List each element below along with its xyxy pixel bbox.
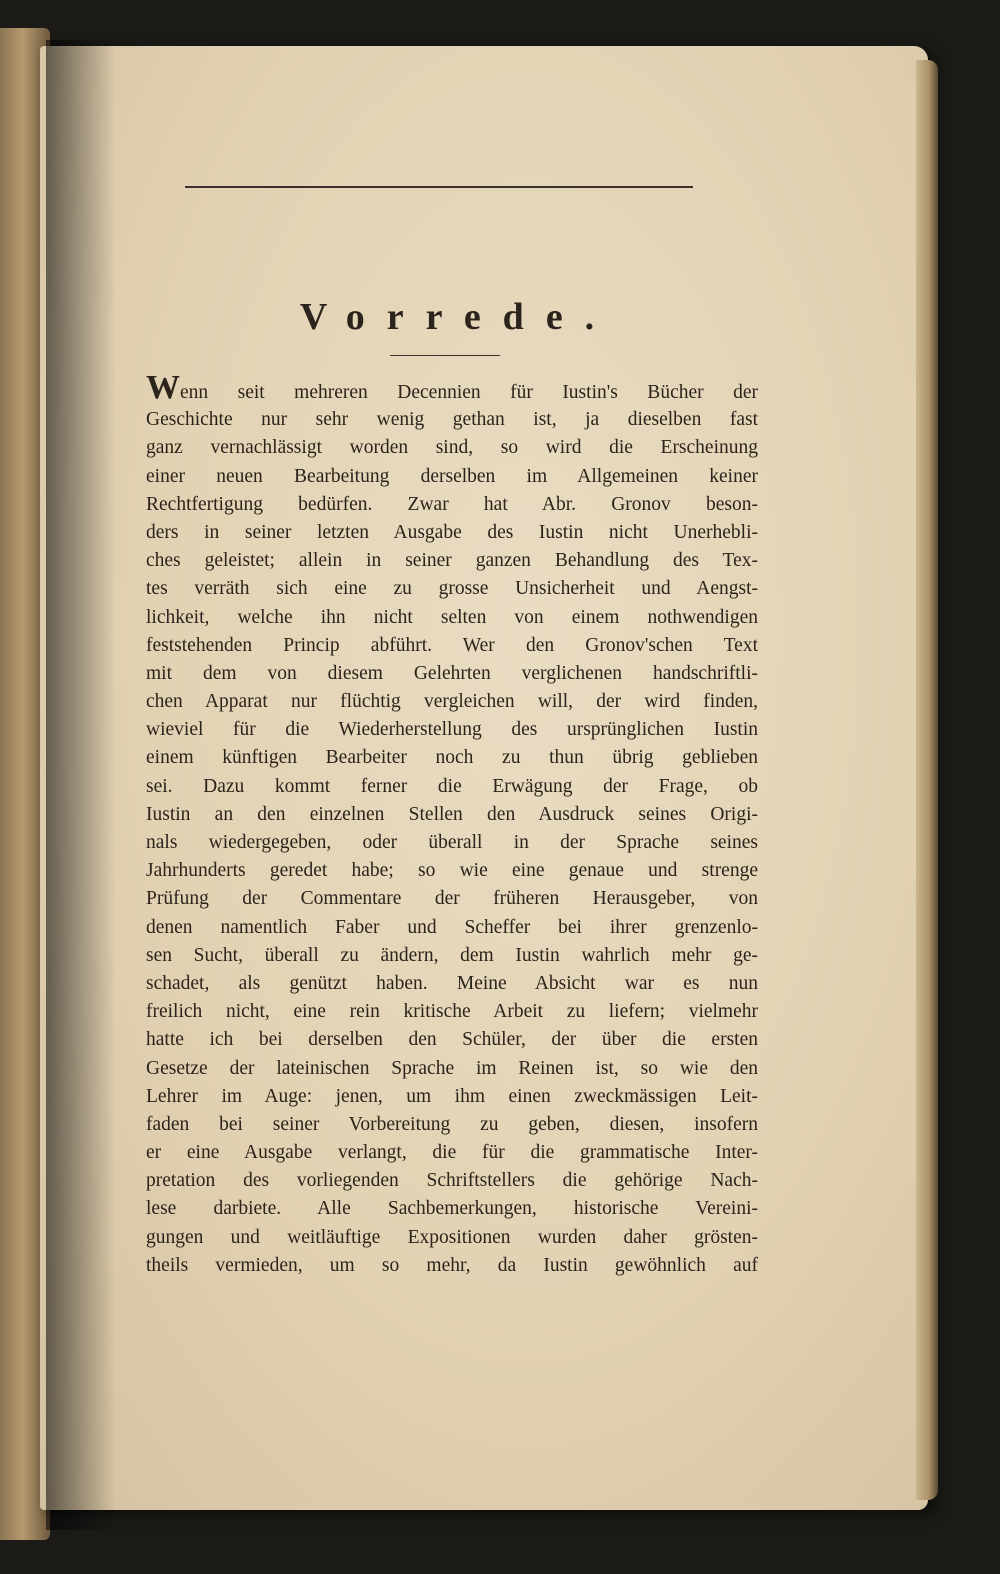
text-line: ders in seiner letzten Ausgabe des Iustin nicht Unerhebli- [146,521,758,543]
text-line: ches geleistet; allein in seiner ganzen Behandlung des Tex- [146,550,758,572]
text-line: feststehenden Princip abführt. Wer den Gronov'schen Text [146,634,758,656]
text-line: lichkeit, welche ihn nicht selten von einem nothwendigen [146,606,758,628]
body-text [146,369,758,1280]
text-line: faden bei seiner Vorbereitung zu geben, diesen, insofern [146,1113,758,1135]
text-line [146,369,758,406]
text-line: Gesetze der lateinischen Sprache im Reinen ist, so wie den [146,1057,758,1079]
text-line: Iustin an den einzelnen Stellen den Ausdruck seines Origi- [146,803,758,825]
spine-shadow [46,40,116,1530]
text-line: sen Sucht, überall zu ändern, dem Iustin wahrlich mehr ge- [146,944,758,966]
text-line: er eine Ausgabe verlangt, die für die grammatische Inter- [146,1142,758,1164]
text-line: lese darbiete. Alle Sachbemerkungen, historische Vereini- [146,1198,758,1220]
top-rule [185,186,693,188]
text-line: Prüfung der Commentare der früheren Herausgeber, von [146,888,758,910]
text-line: nals wiedergegeben, oder überall in der Sprache seines [146,832,758,853]
text-line: chen Apparat nur flüchtig vergleichen will, der wird finden, [146,691,758,713]
page-title: Vorrede. [299,296,617,338]
text-line: einem künftigen Bearbeiter noch zu thun übrig geblieben [146,747,758,769]
text-line: Lehrer im Auge: jenen, um ihm einen zweckmässigen Leit- [146,1085,758,1107]
text-line: Rechtfertigung bedürfen. Zwar hat Abr. Gronov beson- [146,493,758,515]
text-line: pretation des vorliegenden Schriftstellers die gehörige Nach- [146,1170,758,1192]
right-page-edge [916,60,938,1500]
title-rule [390,355,500,356]
text-line: schadet, als genützt haben. Meine Absicht war es nun [146,972,758,994]
text-line: ganz vernachlässigt worden sind, so wird die Erscheinung [146,437,758,459]
line-text: enn seit mehreren Decennien für Iustin's Bücher der [180,382,758,403]
text-line: freilich nicht, eine rein kritische Arbeit zu liefern; vielmehr [146,1001,758,1023]
text-line: sei. Dazu kommt ferner die Erwägung der Frage, ob [146,775,758,797]
drop-cap: W [146,369,180,406]
text-line: gungen und weitläuftige Expositionen wurden daher grösten- [146,1226,758,1248]
text-line: denen namentlich Faber und Scheffer bei ihrer grenzenlo- [146,916,758,938]
text-line: Jahrhunderts geredet habe; so wie eine genaue und strenge [146,860,758,882]
text-line: tes verräth sich eine zu grosse Unsicherheit und Aengst- [146,578,758,600]
text-line: mit dem von diesem Gelehrten verglichenen handschriftli- [146,662,758,684]
text-line: einer neuen Bearbeitung derselben im Allgemeinen keiner [146,465,758,487]
text-line: hatte ich bei derselben den Schüler, der über die ersten [146,1029,758,1051]
text-line: wieviel für die Wiederherstellung des ursprünglichen Iustin [146,719,758,741]
text-line: theils vermieden, um so mehr, da Iustin gewöhnlich auf [146,1254,758,1276]
text-line: Geschichte nur sehr wenig gethan ist, ja dieselben fast [146,409,758,431]
